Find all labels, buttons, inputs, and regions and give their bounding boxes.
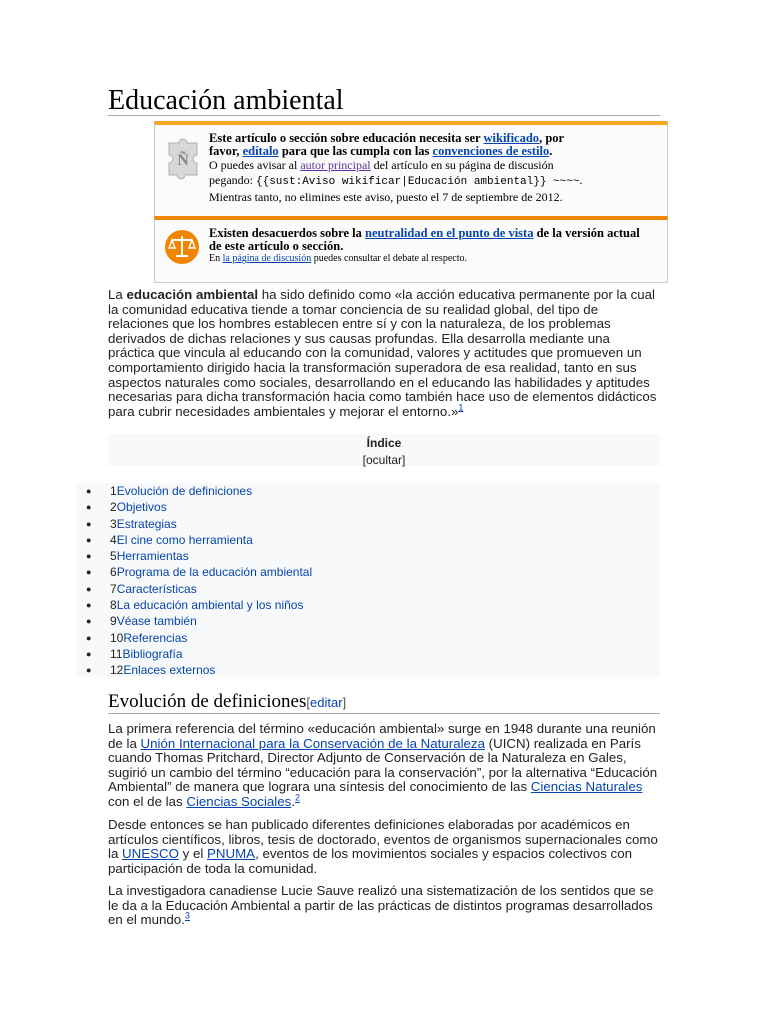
toc-item[interactable] [76, 662, 660, 678]
scales-icon [163, 228, 201, 271]
notice-date-text: Mientras tanto, no elimines este aviso, puesto el 7 de septiembre de 2012. [209, 190, 563, 204]
notice-text: Este artículo o sección sobre educación necesita ser [209, 131, 484, 145]
notice-text: . [579, 173, 583, 187]
edit-bracket: [ [306, 695, 311, 710]
edit-link[interactable]: editar [310, 695, 343, 710]
toc-item[interactable] [76, 483, 660, 499]
notice-text: para que las cumpla con las [278, 144, 433, 158]
notice-text: puedes consultar el debate al respecto. [311, 253, 467, 264]
toc-header [108, 434, 660, 466]
toc-item-label[interactable]: Evolución de definiciones [116, 484, 253, 498]
toc-item-label[interactable]: La educación ambiental y los niños [116, 598, 304, 613]
ciencias-naturales-link[interactable]: Ciencias Naturales [530, 779, 643, 795]
para-text: La primera referencia del término «educación ambiental» surge en 1948 durante una reunión de la [108, 721, 656, 751]
page-title: Educación ambiental [108, 84, 660, 116]
notice-text: de este artículo o sección. [209, 239, 344, 253]
notice-text: favor, [209, 144, 243, 158]
neutralidad-link[interactable]: neutralidad en el punto de vista [365, 226, 534, 240]
bullet-icon: ● [86, 518, 92, 529]
notice-text: En [209, 253, 223, 264]
bullet-icon: ● [86, 567, 92, 578]
toc-item[interactable] [76, 499, 660, 515]
edit-section [306, 695, 346, 710]
bullet-icon: ● [86, 616, 92, 627]
section-heading [108, 690, 660, 714]
para-text: (UICN) realizada en París cuando Thomas Pritchard, Director Adjunto de Conservación de la Naturaleza en Gales, sugirió un cambio del término “educación para la conservación”, por la alternativa “Educación Ambiental” de manera que lograra una síntesis del conocimiento de las [108, 735, 658, 795]
toc-item[interactable] [76, 597, 660, 613]
toc-item-label[interactable]: Características [116, 581, 197, 596]
intro-bold: educación ambiental [126, 287, 259, 302]
toc-item[interactable] [76, 532, 660, 548]
notice-text: del artículo en su página de discusión [370, 158, 554, 172]
pnuma-link[interactable]: PNUMA [207, 846, 256, 862]
neutrality-notice [154, 216, 668, 283]
section-paragraph-1 [108, 722, 660, 810]
para-text: y el [178, 846, 208, 862]
toc-item-number: 6 [110, 565, 117, 580]
toc-item[interactable] [76, 630, 660, 646]
edit-bracket: ] [342, 695, 347, 710]
discusion-link[interactable]: la página de discusión [222, 253, 312, 264]
notice-text: , por [539, 131, 565, 145]
bullet-icon: ● [86, 502, 92, 513]
para-text: . [291, 793, 296, 809]
toc-item-number: 2 [110, 500, 117, 515]
wikify-notice [154, 121, 668, 222]
notice-text: pegando: [209, 173, 256, 187]
wikificado-link[interactable]: wikificado [483, 131, 540, 145]
toc-item-number: 10 [110, 630, 124, 645]
editalo-link[interactable]: edítalo [242, 144, 279, 158]
toc-item-number: 11 [110, 646, 123, 661]
toc-item-label[interactable]: El cine como herramienta [116, 532, 253, 547]
toc-item[interactable] [76, 516, 660, 532]
toc-item-number: 1 [110, 484, 117, 498]
bullet-icon: ● [86, 534, 92, 545]
bullet-icon: ● [86, 665, 92, 676]
intro-paragraph [108, 288, 660, 419]
para-text: , eventos de los movimientos sociales y espacios colectivos con participación de toda la comunidad. [108, 846, 632, 876]
ref-2[interactable]: 2 [295, 792, 301, 803]
toc-item[interactable] [76, 646, 660, 662]
bullet-icon: ● [86, 632, 92, 643]
ciencias-sociales-link[interactable]: Ciencias Sociales [186, 793, 292, 809]
bullet-icon: ● [86, 583, 92, 594]
para-text: Desde entonces se han publicado diferentes definiciones elaboradas por académicos en artículos científicos, libros, tesis de doctorado, eventos de organismos supernacionales como la [108, 817, 658, 862]
section-title: Evolución de definiciones [108, 691, 307, 712]
toc-item-number: 9 [110, 614, 117, 629]
bullet-icon: ● [86, 600, 92, 611]
autor-principal-link[interactable]: autor principal [300, 158, 371, 172]
intro-text: La [108, 287, 127, 302]
section-paragraph-2 [108, 818, 660, 876]
toc-item-label[interactable]: Programa de la educación ambiental [116, 565, 313, 580]
toc-item-number: 4 [110, 532, 117, 547]
toc-hide-toggle[interactable]: [ocultar] [362, 453, 406, 467]
unesco-link[interactable]: UNESCO [122, 846, 179, 862]
notice-text: Existen desacuerdos sobre la [209, 226, 366, 240]
toc-item[interactable] [76, 548, 660, 564]
template-code: {{sust:Aviso wikificar|Educación ambiental}} ~~~~ [256, 176, 580, 188]
svg-text:Ñ: Ñ [177, 152, 189, 169]
toc-list [76, 483, 660, 677]
toc-item-label[interactable]: Referencias [123, 630, 188, 645]
toc-title: Índice [366, 436, 402, 450]
toc-item-number: 3 [110, 516, 117, 531]
toc-item-label[interactable]: Herramientas [116, 549, 189, 564]
section-paragraph-3 [108, 884, 660, 928]
intro-text: ha sido definido como «la acción educativa permanente por la cual la comunidad educativa tiende a tomar conciencia de su realidad global, del tipo de relaciones que los hombres establecen entre sí y con la naturaleza, de los problemas derivados de dichas relaciones y sus causas profundas. Ella desarrolla mediante una práctica que vincula al educando con la comunidad, valores y actitudes que promueven un comportamiento dirigido hacia la transformación superadora de esa realidad, tanto en sus aspectos naturales como sociales, desarrollando en el educando las habilidades y aptitudes necesarias para dicha transformación hacia como también hace uso de elementos didácticos para cubrir necesidades ambientales y mejorar el entorno.» [108, 287, 657, 419]
notice-text: de la versión actual [533, 226, 640, 240]
bullet-icon: ● [86, 486, 92, 496]
toc-item-number: 7 [110, 581, 117, 596]
para-text: La investigadora canadiense Lucie Sauve realizó una sistematización de los sentidos que se le da a la Educación Ambiental a partir de las prácticas de distintos programas desarrollados en el mundo. [108, 883, 654, 928]
uicn-link[interactable]: Unión Internacional para la Conservación de la Naturaleza [140, 735, 485, 751]
toc-item-number: 12 [110, 663, 124, 678]
bullet-icon: ● [86, 551, 92, 562]
toc-item[interactable] [76, 613, 660, 629]
puzzle-icon [163, 135, 203, 188]
notice-text: . [549, 144, 553, 158]
convenciones-link[interactable]: convenciones de estilo [432, 144, 550, 158]
toc-item-label[interactable]: Véase también [116, 614, 197, 629]
toc-item-label[interactable]: Objetivos [116, 500, 167, 515]
ref-1[interactable]: 1 [458, 402, 464, 413]
toc-item-label[interactable]: Estrategias [116, 516, 177, 531]
toc-item-number: 5 [110, 549, 117, 564]
toc-item-label[interactable]: Enlaces externos [123, 663, 216, 678]
toc-item[interactable] [76, 564, 660, 580]
toc-item-number: 8 [110, 598, 117, 613]
para-text: con el de las [108, 793, 187, 809]
ref-3[interactable]: 3 [184, 910, 190, 921]
bullet-icon: ● [86, 648, 92, 659]
notice-text: O puedes avisar al [209, 158, 301, 172]
toc-item-label[interactable]: Bibliografía [122, 646, 183, 661]
toc-item[interactable] [76, 581, 660, 597]
